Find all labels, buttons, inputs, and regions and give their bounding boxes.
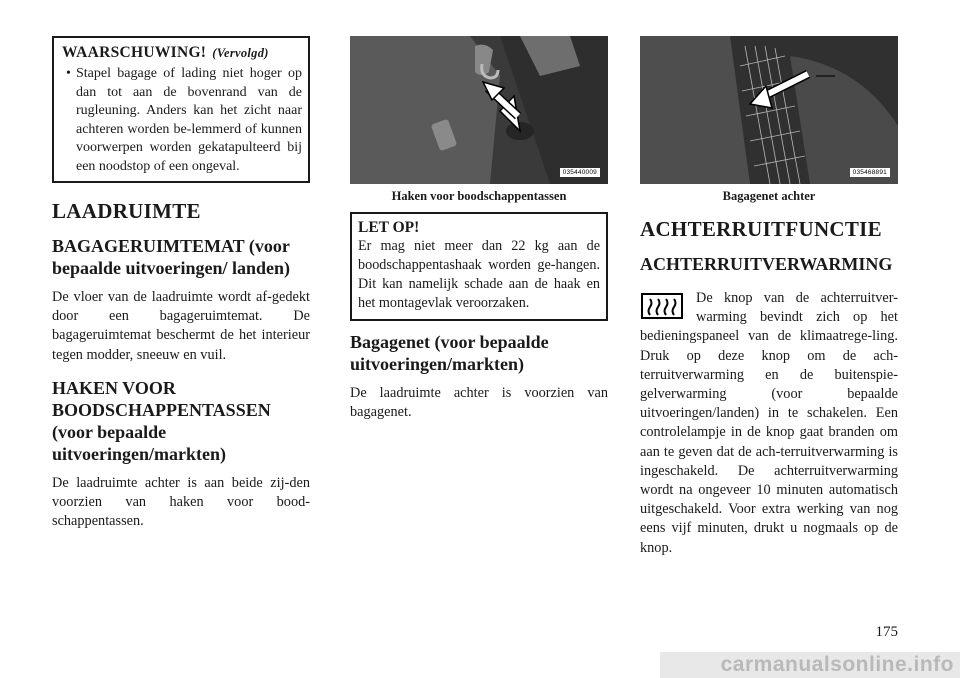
warning-box [52,36,310,183]
caution-text: Er mag niet meer dan 22 kg aan de boodschappentashaak worden ge-hangen. Dit kan namelijk schade aan de haak en het montagevlak veroorzaken. [358,238,600,311]
warning-title: WAARSCHUWING! [62,44,207,61]
paragraph-haken: De laadruimte achter is aan beide zij-den voorzien van haken voor bood-schappentassen. [52,474,310,530]
paragraph-achterruitverwarming: De knop van de achterruitver-warming bevindt zich op het bedieningspaneel van de klimaatrege-ling. Druk op deze knop om de ach-terruitverwarming en de buitenspie-gelverwarming (voor bepaalde uitvoeringen/landen) in te schakelen. Een controlelampje in de knop gaat branden om aan te geven dat de ach-terruitverwarming is ingeschakeld. De achterruitverwarming wordt na ongeveer 10 minuten automatisch uitgeschakeld. Voor extra werking van nog eens vijf minuten, drukt u nogmaals op de knop. [640,290,898,556]
warning-heading [62,43,302,63]
page-number: 175 [875,624,898,640]
middle-column [350,36,608,434]
paragraph-bagageruimtemat: De vloer van de laadruimte wordt af-gedekt door een bagageruimtemat. De bagageruimtemat beschermt de het interieur tegen modder, sneeuw en vuil. [52,289,310,363]
warning-continued: (Vervolgd) [212,46,269,60]
photo-caption: Haken voor boodschappentassen [391,189,567,203]
section-heading-achterruitfunctie: ACHTERRUITFUNCTIE [640,217,882,241]
subheading-paren: (voor bepaalde uitvoeringen/ landen) [52,236,291,278]
paragraph-bagagenet: De laadruimte achter is voorzien van bagagenet. [350,385,608,421]
subheading-text: HAKEN VOOR BOODSCHAPPENTASSEN [52,377,271,420]
left-column [52,36,310,543]
caution-box [350,212,608,321]
photo-bag-hook [350,36,608,184]
subheading-bagageruimtemat [52,235,310,279]
section-heading-laadruimte: LAADRUIMTE [52,199,201,223]
subheading-bagagenet: Bagagenet (voor bepaalde uitvoeringen/markten) [350,332,549,374]
photo-caption: Bagagenet achter [722,189,816,203]
subheading-haken [52,377,310,465]
photo-code: 035440009 [560,168,600,177]
subheading-achterruitverwarming: ACHTERRUITVERWARMING [640,254,893,274]
photo-code: 035468891 [850,168,890,177]
cargo-net-illustration [640,36,898,184]
warning-item-text: Stapel bagage of lading niet hoger op dan tot aan de bovenrand van de rugleuning. Anders kan het zicht naar achteren worden be-lemmerd of kunnen voorwerpen worden gekatapulteerd bij een noodstop of een ongeval. [76,66,302,174]
subheading-text: BAGAGERUIMTEMAT [52,236,245,256]
caution-title: LET OP! [358,219,420,236]
rear-defrost-icon [640,292,684,322]
photo-cargo-net [640,36,898,184]
subheading-paren: (voor bepaalde uitvoeringen/markten) [52,421,226,464]
bullet-icon: • [66,66,71,81]
right-column [640,36,898,570]
watermark: carmanualsonline.info [660,652,960,678]
bag-hook-illustration [350,36,608,184]
warning-item [62,65,302,176]
